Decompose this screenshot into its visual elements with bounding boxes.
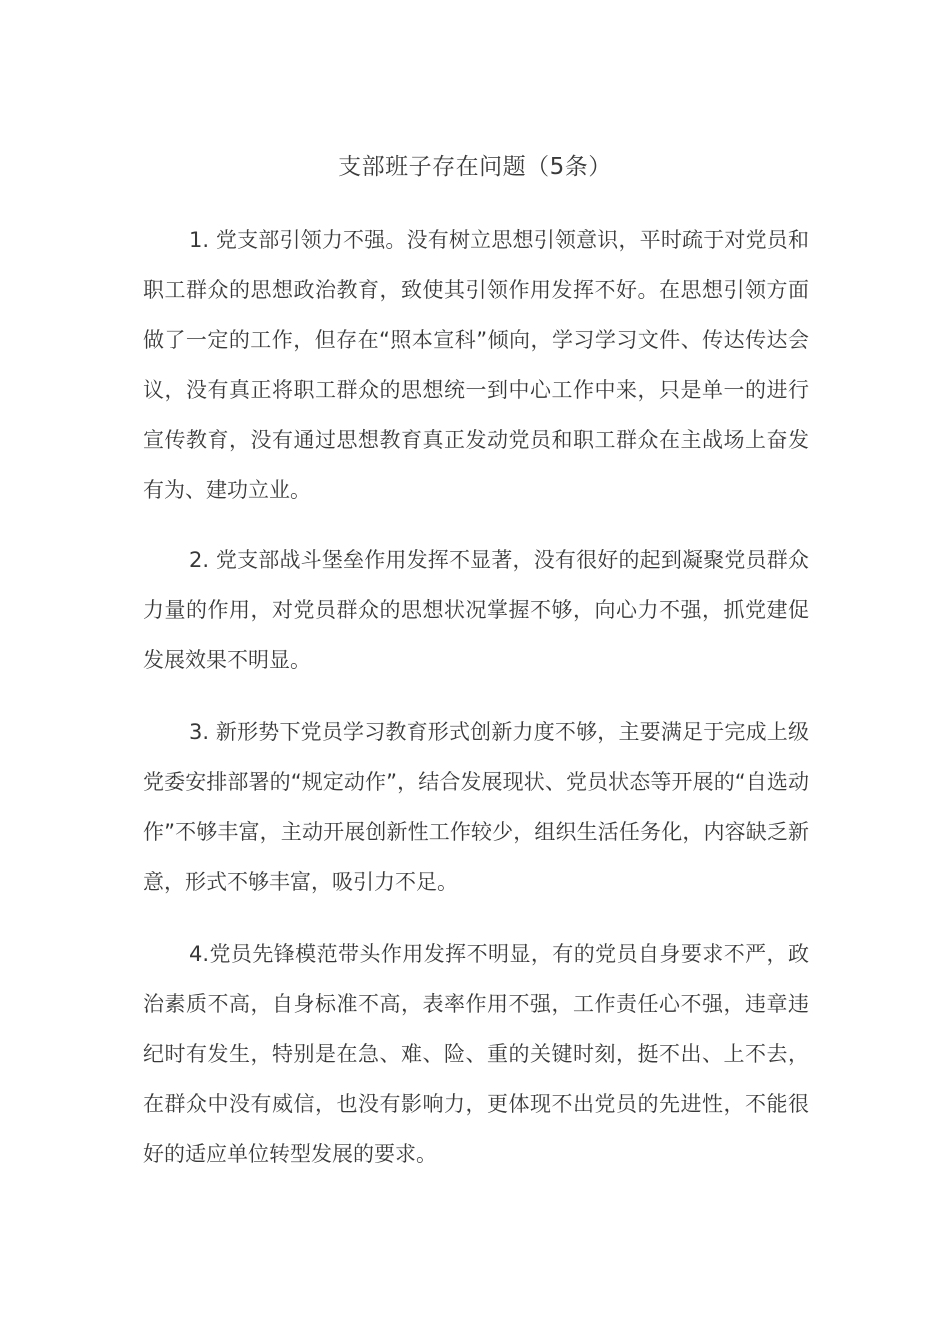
document-title: 支部班子存在问题（5条） <box>338 154 612 180</box>
paragraph-3: 3. 新形势下党员学习教育形式创新力度不够，主要满足于完成上级党委安排部署的“规定动作”，结合发展现状、党员状态等开展的“自选动作”不够丰富，主动开展创新性工作较少，组织生活任务化，内容缺乏新意，形式不够丰富，吸引力不足。 <box>143 720 809 894</box>
paragraph-2: 2. 党支部战斗堡垒作用发挥不显著，没有很好的起到凝聚党员群众力量的作用，对党员群众的思想状况掌握不够，向心力不强，抓党建促发展效果不明显。 <box>143 548 809 672</box>
paragraph-4: 4.党员先锋模范带头作用发挥不明显，有的党员自身要求不严，政治素质不高，自身标准不高，表率作用不强，工作责任心不强，违章违纪时有发生，特别是在急、难、险、重的关键时刻，挺不出、上不去，在群众中没有威信，也没有影响力，更体现不出党员的先进性，不能很好的适应单位转型发展的要求。 <box>143 942 809 1166</box>
paragraph-1: 1. 党支部引领力不强。没有树立思想引领意识，平时疏于对党员和职工群众的思想政治教育，致使其引领作用发挥不好。在思想引领方面做了一定的工作，但存在“照本宣科”倾向，学习学习文件、传达传达会议，没有真正将职工群众的思想统一到中心工作中来，只是单一的进行宣传教育，没有通过思想教育真正发动党员和职工群众在主战场上奋发有为、建功立业。 <box>143 228 809 502</box>
